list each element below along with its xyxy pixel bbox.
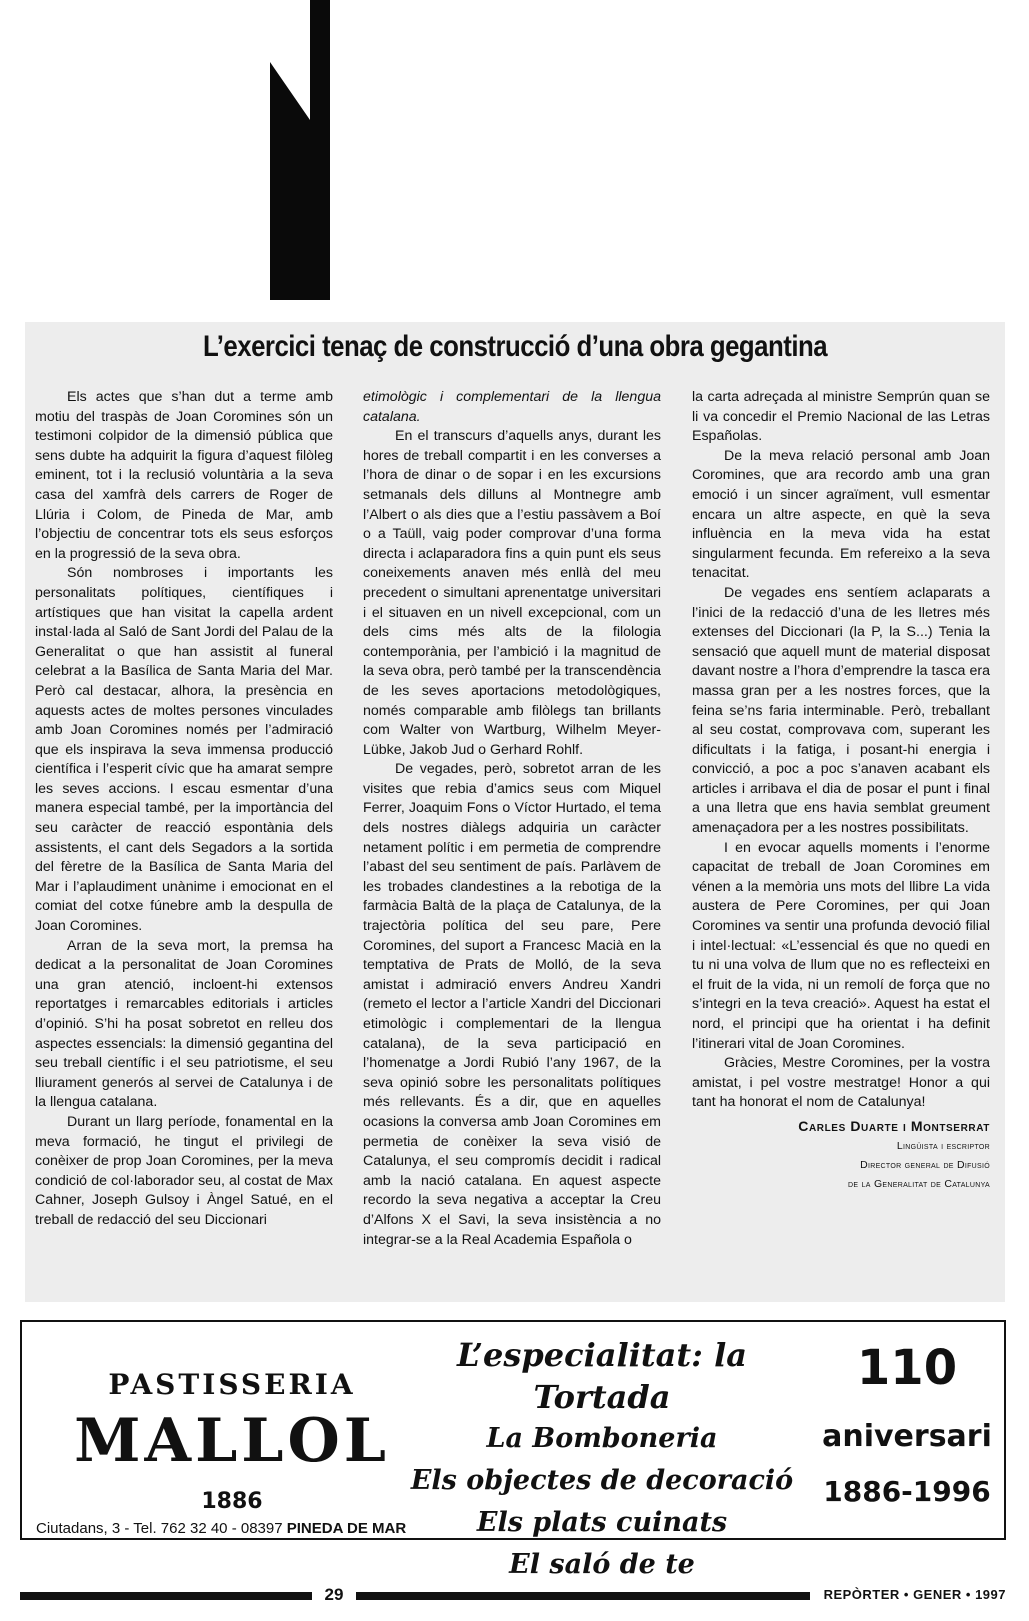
column-1 xyxy=(35,388,333,1231)
ad-address-town: PINEDA DE MAR xyxy=(286,1520,407,1537)
article-columns xyxy=(35,388,995,1288)
ad-speciality: Els plats cuinats xyxy=(476,1507,728,1538)
ad-anniversary-word: aniversari xyxy=(822,1419,992,1454)
author-name: Carles Duarte i Montserrat xyxy=(798,1117,990,1134)
ad-speciality: El saló de te xyxy=(509,1549,695,1580)
author-position: Director general de Difusió xyxy=(860,1158,990,1171)
ad-anniversary xyxy=(807,1332,1007,1518)
advertisement xyxy=(20,1320,1006,1580)
paragraph: Durant un llarg període, fonamental en la meva formació, he tingut el privilegi de conèixer de prop Joan Coromines, per la meva condició de col·laborador seu, al costat de Max Cahner, Joseph Gulsoy i Àngel Satué, en el treball de redacció del seu Diccionari xyxy=(35,1113,333,1228)
ad-speciality: L’especialitat: la Tortada xyxy=(457,1336,747,1416)
paragraph: Els actes que s’han dut a terme amb motiu del traspàs de Joan Coromines són un testimoni colpidor de la dimensió pública que sens dubte ha adquirit la figura d’aquest filòleg eminent, tot i la reclusió voluntària a la seva casa del xamfrà dels carrers de Roger de Llúria i Colom, de Pineda de Mar, amb l’objectiu de concentrar tots els seus esforços en la progressió de la seva obra. xyxy=(35,389,333,562)
paragraph-continued: la carta adreçada al ministre Semprún quan se li va concedir el Premio Nacional de las Letras Españolas. xyxy=(692,389,990,445)
footer-rule xyxy=(356,1592,810,1600)
ad-shop-name: MALLOL xyxy=(74,1406,390,1476)
article-title: L’exercici tenaç de construcció d’una obra gegantina xyxy=(202,330,828,363)
ad-specialities xyxy=(392,1334,812,1586)
paragraph: Arran de la seva mort, la premsa ha dedicat a la personalitat de Joan Coromines una gran atenció, incloent-hi extensos reportatges i remarcables editorials i articles d’opinió. S’hi ha posat sobretot en relleu dos aspectes essencials: la dimensió gegantina del seu treball científic i el seu patriotisme, el seu lliurament generós al servei de Catalunya i de la llengua catalana. xyxy=(35,937,333,1111)
paragraph: I en evocar aquells moments i l’enorme capacitat de treball de Joan Coromines em vénen a la memòria uns mots del llibre La vida austera de Pere Coromines, per qui Joan Coromines va sentir una profunda devoció filial i intel·lectual: «L’essencial és que no quedi en tu ni una volva de llum que no es reflecteixi en el fruit de la vida, ni un remolí de força que no s’integri en la teva creació». Aquest ha estat el nord, el principi que ha orientat i ha definit l’itinerari vital de Joan Coromines. xyxy=(692,839,990,1052)
column-3 xyxy=(692,388,990,1194)
author-role: Lingüista i escriptor xyxy=(896,1139,990,1152)
ad-anniversary-range: 1886-1996 xyxy=(823,1475,991,1508)
page-number: 29 xyxy=(324,1585,344,1604)
ad-address xyxy=(36,1520,406,1537)
magazine-issue: REPÒRTER • GENER • 1997 xyxy=(823,1587,1006,1602)
paragraph: De la meva relació personal amb Joan Coromines, que ara recordo amb una gran emoció i un sincer agraïment, vull esmentar encara un altre aspecte, en què la seva influència en la meva vida ha estat singularment fecunda. Em refereixo a la seva tenacitat. xyxy=(692,447,990,582)
paragraph: De vegades, però, sobretot arran de les visites que rebia d’amics seus com Miquel Ferrer, Joaquim Fons o Víctor Hurtado, el tema dels nostres diàlegs adquiria un caràcter netament polític i em permetia de comprendre l’abast del seu sentiment de país. Parlàvem de les trobades clandestines a la rebotiga de la farmàcia Baltà de la plaça de Catalunya, de la trajectòria política del seu pare, Pere Coromines, del suport a Francesc Macià en la temptativa de Prats de Molló, de la seva amistat i admiració envers Andreu Xandri (remeto el lector a l’article Xandri del Diccionari etimològic i complementari de la llengua catalana), de la seva participació en l’homenatge a Jordi Rubió l’any 1967, de la seva opinió sobre les personalitats polítiques més rellevants. És a dir, que en aquelles ocasions la conversa amb Joan Coromines em permetia de conèixer la seva visió de Catalunya, el seu compromís decidit i radical amb la nació catalana. En aquest aspecte recordo la seva negativa a acceptar la Creu d’Alfons X el Savi, la seva insistència a no integrar-se a la Real Academia Española o xyxy=(363,761,661,1248)
ad-speciality: Els objectes de decoració xyxy=(410,1465,794,1496)
page-footer xyxy=(20,1585,1006,1609)
ad-shop-type: PASTISSERIA xyxy=(108,1368,356,1401)
author-institution: de la Generalitat de Catalunya xyxy=(848,1177,990,1190)
paragraph: Gràcies, Mestre Coromines, per la vostra amistat, i pel vostre mestratge! Honor a qui tant ha honorat el nom de Catalunya! xyxy=(692,1055,990,1111)
author-signature xyxy=(692,1117,990,1194)
paragraph: De vegades ens sentíem aclaparats a l’inici de la redacció d’una de les lletres més extenses del Diccionari (la P, la S...) Tenia la sensació que aquell munt de material disposat davant nostre a l’hora d’emprendre la tasca era massa gran per a les nostres forces, que la feina se’ns faria interminable. Però, treballant al seu costat, comprovava com, superant les dificultats i la fatiga, i posant-hi energia i convicció, a poc a poc s’anaven acabant els articles i arribava el dia de posar el punt i final a una lletra que ens havia semblat greument amenaçadora per a les nostres possibilitats. xyxy=(692,584,990,837)
ad-address-street: Ciutadans, 3 - Tel. 762 32 40 - 08397 xyxy=(36,1520,287,1537)
paragraph-continued: etimològic i complementari de la llengua catalana. xyxy=(363,389,661,425)
paragraph: En el transcurs d’aquells anys, durant les hores de treball compartit i en les converses a l’hora de dinar o de sopar i en les excursions setmanals dels dilluns al Montnegre amb l’Albert o als dies que a l’estiu passàvem a Boí o a Taüll, vaig poder comprovar d’una forma directa i aclaparadora fins a quin punt els seus coneixements anaven més enllà del meu precedent o simultani aprenentatge universitari i el situaven en un nivell excepcional, com un dels cims més alts de la filologia contemporània, per l’ambició i la magnitud de la seva obra, però també per la transcendència de les seves aportacions metodològiques, només comparable amb filòlegs tan brillants com Walter von Wartburg, Wilhelm Meyer-Lübke, Jakob Jud o Gerhard Rohlf. xyxy=(363,428,661,758)
footer-rule xyxy=(20,1592,312,1600)
ad-anniversary-number: 110 xyxy=(856,1340,958,1396)
ad-founded-year: 1886 xyxy=(201,1489,263,1514)
ad-speciality: La Bomboneria xyxy=(486,1423,718,1454)
column-2 xyxy=(363,388,661,1250)
article xyxy=(25,322,1005,1302)
magazine-logo-shape xyxy=(270,0,330,300)
paragraph: Són nombroses i importants les personalitats polítiques, científiques i artístiques que han visitat la capella ardent instal·lada al Saló de Sant Jordi del Palau de la Generalitat o que han assistit al funeral celebrat a la Basílica de Santa Maria del Mar. Però cal destacar, alhora, la presència en aquests actes de moltes persones vinculades amb Joan Coromines només per l’admiració que els inspirava la seva immensa producció científica i l’esperit cívic que ha amarat sempre les seves accions. I escau esmentar d’una manera especial també, per la importància del seu caràcter de reacció espontània dels assistents, el cant dels Segadors a la sortida del fèretre de la Basílica de Santa Maria del Mar i l’aplaudiment unànime i emocionat en el comiat del cotxe fúnebre amb la despulla de Joan Coromines. xyxy=(35,565,333,935)
